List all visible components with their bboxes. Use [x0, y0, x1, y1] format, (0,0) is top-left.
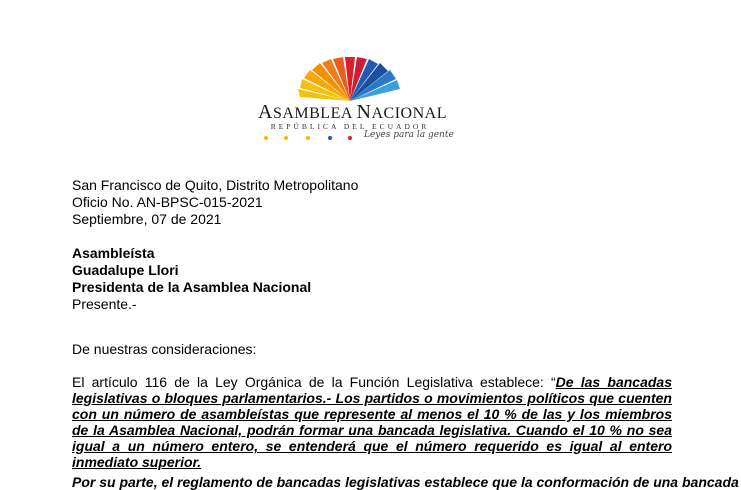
dot-icon	[284, 136, 288, 140]
recipient-title: Asambleísta	[72, 245, 155, 261]
dot-icon	[264, 136, 268, 140]
logo-title: ASAMBLEA NACIONAL	[258, 101, 447, 123]
city-line: San Francisco de Quito, Distrito Metropolitano	[72, 177, 359, 193]
article-quote: De las bancadas legislativas o bloques parlamentarios.- Los partidos o movimientos políticos que cuenten con un número de asambleístas que represente al menos el 10 % de las y los miembros de la Asamblea Nacional, podrán formar una bancada legislativa. Cuando el 10 % no sea igual a un número entero, se entenderá que el número requerido es igual al entero inmediato superior.	[72, 374, 672, 470]
letter-date: Septiembre, 07 de 2021	[72, 211, 222, 227]
dot-icon	[348, 136, 352, 140]
dot-icon	[306, 136, 310, 140]
logo-tagline: Leyes para la gente	[364, 130, 454, 140]
recipient-name: Guadalupe Llori	[72, 262, 179, 278]
logo-subtitle: REPÚBLICA DEL ECUADOR	[270, 122, 430, 131]
logo-dots	[262, 134, 362, 142]
recipient-closing: Presente.-	[72, 296, 137, 312]
paragraph-intro: El artículo 116 de la Ley Orgánica de la Función Legislativa establece: “	[72, 374, 556, 390]
cutoff-line	[72, 474, 739, 490]
article-paragraph	[72, 374, 672, 470]
sunburst-logo-icon	[250, 55, 450, 105]
oficio-number: Oficio No. AN-BPSC-015-2021	[72, 194, 263, 210]
recipient-position: Presidenta de la Asamblea Nacional	[72, 279, 312, 295]
next-line-partial: Por su parte, el reglamento de bancadas legislativas establece que la conformación de una bancada	[72, 474, 739, 490]
dot-icon	[328, 136, 332, 140]
greeting: De nuestras consideraciones:	[72, 341, 257, 357]
